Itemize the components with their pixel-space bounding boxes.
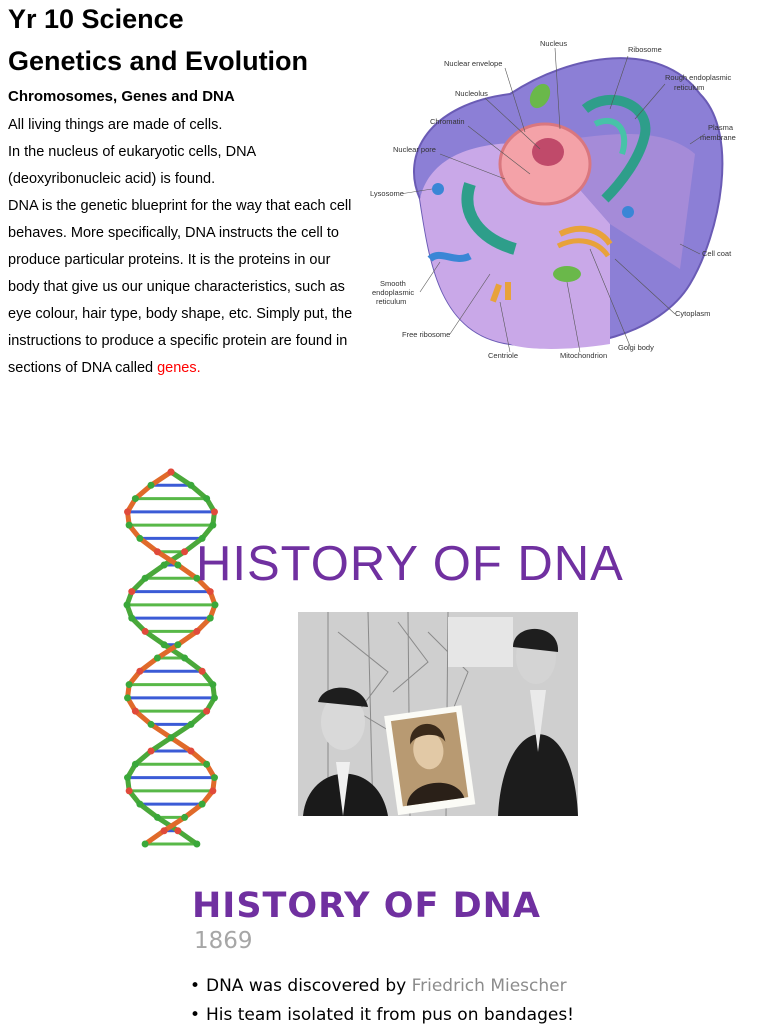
helix-atom [142,575,149,582]
label-cell-coat: Cell coat [702,249,732,258]
smooth-er-shape [430,255,470,259]
helix-atom [136,801,143,808]
helix-atom [132,495,139,502]
helix-atom [142,628,149,635]
history2-year: 1869 [194,928,253,954]
label-rough-er-1: Rough endoplasmic [665,73,732,82]
section-heading: Chromosomes, Genes and DNA [8,88,235,105]
helix-atom [154,814,161,821]
helix-atom [187,482,194,489]
helix-atom [148,482,155,489]
helix-atom [161,641,168,648]
helix-atom [181,548,188,555]
label-nucleus: Nucleus [540,39,568,48]
label-golgi-body: Golgi body [618,343,654,352]
miescher-name: Friedrich Miescher [411,976,567,996]
helix-atom [124,694,131,701]
helix-atom [181,814,188,821]
lysosome-shape [432,183,444,195]
helix-atom [126,681,133,688]
label-smooth-er-3: reticulum [376,297,407,306]
helix-atom [212,601,219,608]
helix-atom [203,761,210,768]
helix-atom [199,801,206,808]
label-cytoplasm: Cytoplasm [675,309,711,318]
label-rough-er-2: reticulum [674,83,705,92]
label-lysosome: Lysosome [370,189,404,198]
helix-atom [124,508,131,515]
helix-atom [161,562,168,569]
body-text [8,112,358,382]
helix-atom [211,694,218,701]
helix-atom [132,761,139,768]
label-nuclear-pore: Nuclear pore [393,145,436,154]
label-chromatin: Chromatin [430,117,465,126]
helix-atom [193,841,200,848]
helix-atom [174,562,181,569]
paragraph-nucleus: In the nucleus of eukaryotic cells, DNA (deoxyribonucleic acid) is found. [8,144,256,187]
history-title: HISTORY OF DNA [196,537,624,591]
paragraph-dna-text: DNA is the genetic blueprint for the way that each cell behaves. More specifically, DNA instructs the cell to produce particular proteins. It is the proteins in our body that give us our unique characteristics, such as eye colour, hair type, body shape, etc. Simply put, the instructions to produce a specific protein are found in sections of DNA called [8,198,353,376]
label-smooth-er-1: Smooth [380,279,406,288]
helix-atom [207,615,214,622]
helix-atom [199,668,206,675]
helix-atom [181,655,188,662]
helix-atom [174,827,181,834]
helix-atom [203,708,210,715]
helix-atom [209,522,216,529]
label-nuclear-envelope: Nuclear envelope [444,59,503,68]
history-bullets [190,972,574,1030]
page-subtitle: Genetics and Evolution [8,46,309,76]
paragraph-cells: All living things are made of cells. [8,117,223,133]
helix-atom [136,535,143,542]
helix-atom [132,708,139,715]
label-plasma-membrane-1: Plasma [708,123,734,132]
helix-atom [168,469,175,476]
bullet-discovery-text: DNA was discovered by [206,976,412,996]
helix-atom [209,681,216,688]
helix-atom [142,841,149,848]
history2-title: HISTORY OF DNA [192,886,541,926]
helix-atom [126,787,133,794]
label-smooth-er-2: endoplasmic [372,288,415,297]
label-centriole: Centriole [488,351,519,360]
helix-atom [124,774,131,781]
helix-atom [136,668,143,675]
helix-atom [128,615,135,622]
watson-crick-franklin-photo [298,612,578,816]
bullet-discovery [190,972,574,1001]
label-ribosome: Ribosome [628,45,662,54]
label-plasma-membrane-2: membrane [700,133,736,142]
helix-atom [148,721,155,728]
page-title: Yr 10 Science [8,4,184,34]
label-free-ribosome: Free ribosome [402,330,451,339]
dna-helix-image [112,462,230,854]
bullet-isolation: • His team isolated it from pus on bandages! [190,1001,574,1030]
label-mitochondrion: Mitochondrion [560,351,608,360]
helix-atom [187,748,194,755]
helix-atom [154,548,161,555]
helix-atom [209,787,216,794]
helix-atom [161,827,168,834]
nucleolus-shape [532,138,564,166]
genes-highlight: genes. [157,360,201,376]
helix-atom [148,748,155,755]
helix-atom [193,628,200,635]
animal-cell-diagram [360,34,760,364]
helix-atom [154,655,161,662]
helix-atom [128,588,135,595]
helix-atom [168,734,175,741]
helix-atom [211,774,218,781]
helix-atom [174,641,181,648]
helix-atom [187,721,194,728]
helix-atom [124,601,131,608]
helix-atom [126,522,133,529]
paragraph-dna [8,193,358,382]
helix-atom [203,495,210,502]
label-nucleolus: Nucleolus [455,89,488,98]
helix-atom [211,508,218,515]
